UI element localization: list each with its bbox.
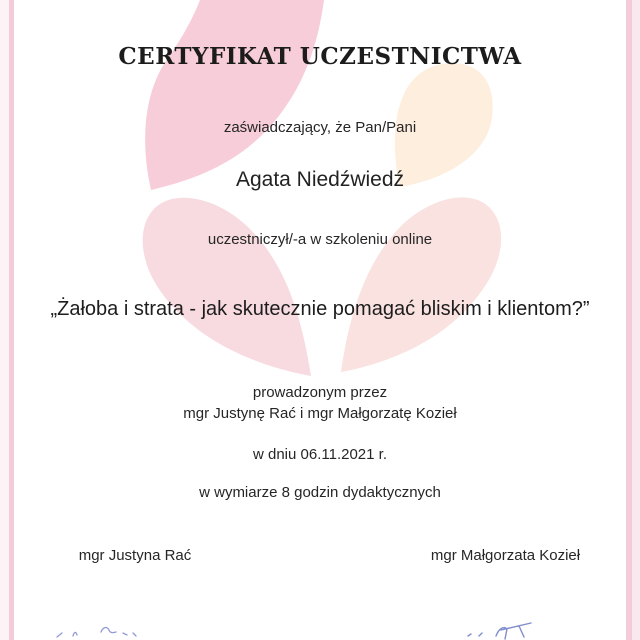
date-line: w dniu 06.11.2021 r. <box>253 446 387 463</box>
conducted-by-label: prowadzonym przez <box>252 384 388 401</box>
hours-line: w wymiarze 8 godzin dydaktycznych <box>199 484 441 501</box>
signature-ink-right <box>468 623 531 639</box>
participation-line: uczestniczył/-a w szkoleniu online <box>207 231 433 248</box>
participant-name: Agata Niedźwiedź <box>235 168 405 191</box>
signature-ink-left <box>57 628 136 637</box>
conducted-by-block <box>0 382 640 424</box>
conducted-by-names: mgr Justynę Rać i mgr Małgorzatę Kozieł <box>183 405 457 422</box>
signer-name-left: mgr Justyna Rać <box>78 547 192 564</box>
flower-petal-right-icon <box>341 197 501 372</box>
flower-petal-left-icon <box>143 198 311 376</box>
course-title: „Żałoba i strata - jak skutecznie pomagać bliskim i klientom?” <box>50 298 590 320</box>
certificate-title: CERTYFIKAT UCZESTNICTWA <box>118 43 522 70</box>
certifying-line: zaświadczający, że Pan/Pani <box>223 119 417 136</box>
flower-petal-top-icon <box>145 0 324 190</box>
signer-name-right: mgr Małgorzata Kozieł <box>430 547 581 564</box>
